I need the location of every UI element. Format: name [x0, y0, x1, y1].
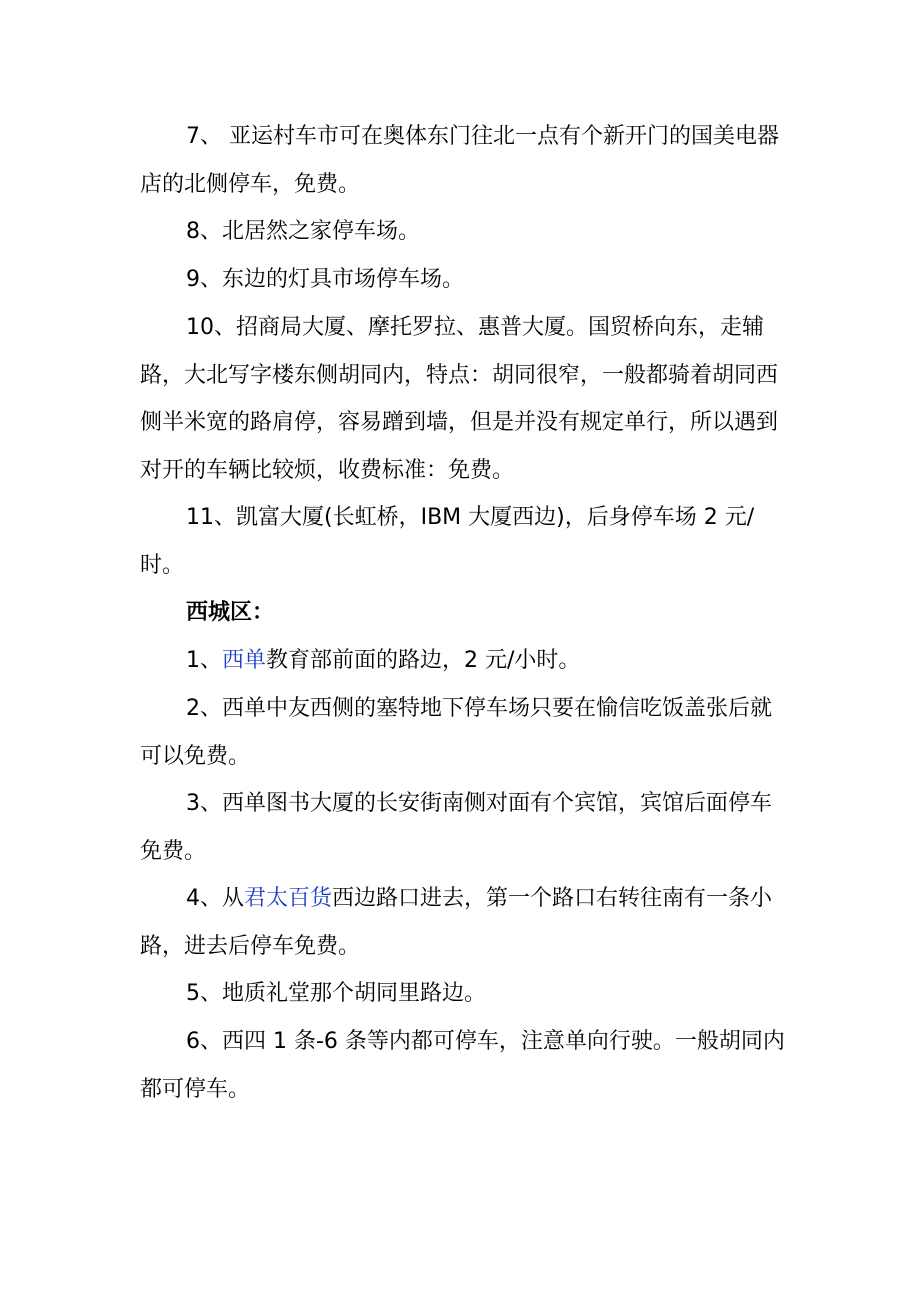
list-item-xicheng-4	[140, 875, 785, 970]
section-heading: 西城区：	[186, 600, 275, 625]
item-number: 2、	[186, 696, 222, 721]
list-item-11	[140, 494, 785, 589]
item-text: 教育部前面的路边，2 元/小时。	[266, 648, 581, 673]
list-item-xicheng-3	[140, 780, 785, 875]
item-number: 5、	[186, 981, 222, 1006]
item-text: 西单中友西侧的塞特地下停车场只要在愉信吃饭盖张后就可以免费。	[140, 696, 773, 769]
item-text: 招商局大厦、摩托罗拉、惠普大厦。国贸桥向东，走辅路，大北写字楼东侧胡同内，特点：胡同很窄，一般都骑着胡同西侧半米宽的路肩停，容易蹭到墙，但是并没有规定单行，所以遇到对开的车辆比较烦，收费标准：免费。	[140, 315, 779, 483]
item-number: 11、	[186, 505, 236, 530]
item-text: 亚运村车市可在奥体东门往北一点有个新开门的国美电器店的北侧停车，免费。	[140, 124, 779, 197]
item-text: 地质礼堂那个胡同里路边。	[222, 981, 487, 1006]
item-number: 10、	[186, 315, 236, 340]
item-number: 7、	[186, 124, 222, 149]
xidan-link[interactable]: 西单	[222, 648, 267, 673]
item-text: 西四 1 条-6 条等内都可停车，注意单向行驶。一般胡同内都可停车。	[140, 1029, 785, 1102]
list-item-10	[140, 304, 785, 494]
item-text: 凯富大厦(长虹桥，IBM 大厦西边)，后身停车场 2 元/时。	[140, 505, 755, 578]
juntai-link[interactable]: 君太百货	[244, 886, 333, 911]
item-text: 东边的灯具市场停车场。	[222, 267, 465, 292]
list-item-8	[140, 208, 785, 256]
list-item-xicheng-5	[140, 970, 785, 1018]
item-prefix: 从	[222, 886, 245, 911]
item-number: 3、	[186, 791, 222, 816]
list-item-7	[140, 113, 785, 208]
list-item-xicheng-2	[140, 685, 785, 780]
item-text: 北居然之家停车场。	[222, 219, 421, 244]
item-number: 9、	[186, 267, 222, 292]
item-number: 1、	[186, 648, 222, 673]
list-item-xicheng-1	[140, 637, 785, 685]
item-number: 8、	[186, 219, 222, 244]
item-text: 西单图书大厦的长安街南侧对面有个宾馆，宾馆后面停车免费。	[140, 791, 773, 864]
list-item-xicheng-6	[140, 1018, 785, 1113]
item-number: 6、	[186, 1029, 222, 1054]
item-number: 4、	[186, 886, 222, 911]
item-text: 西边路口进去，第一个路口右转往南有一条小路，进去后停车免费。	[140, 886, 773, 959]
list-item-9	[140, 256, 785, 304]
